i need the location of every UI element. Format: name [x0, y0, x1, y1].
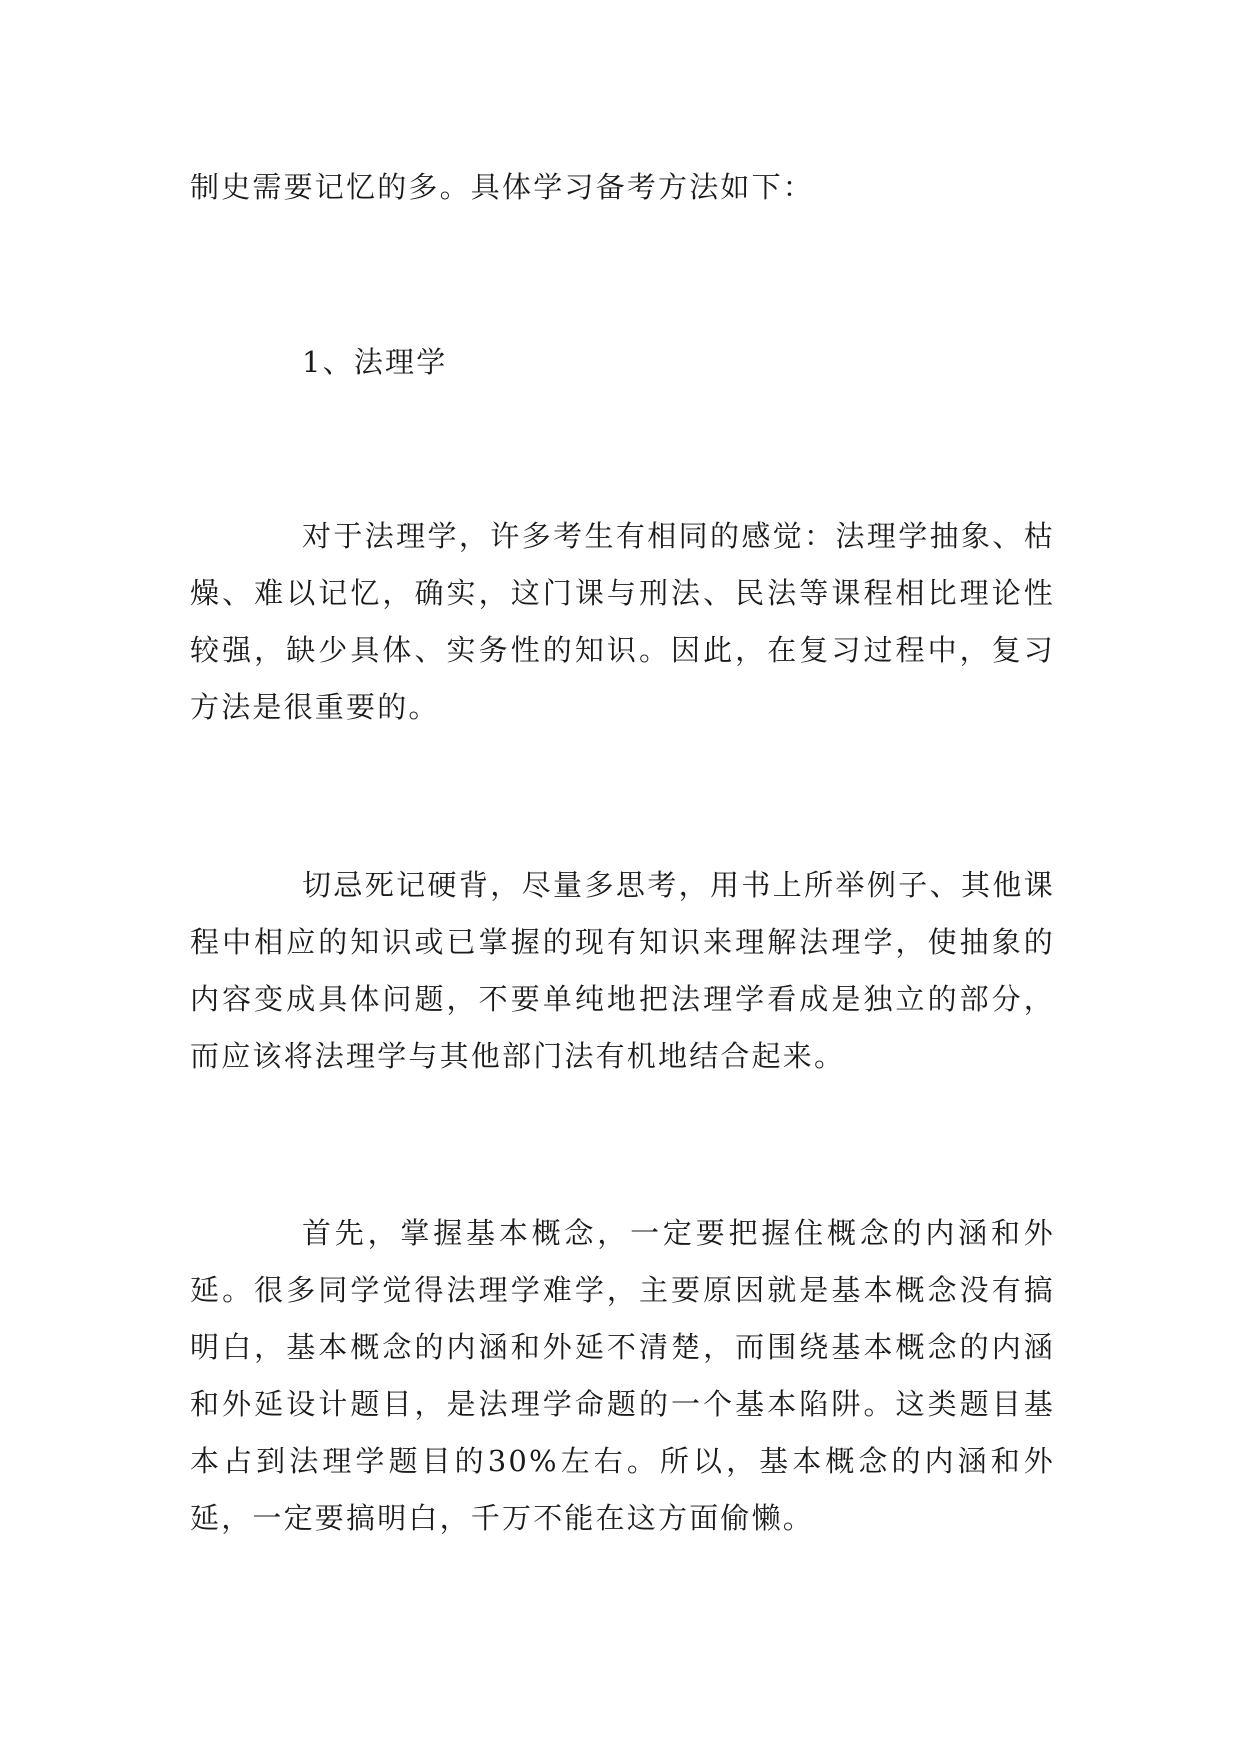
paragraph-basic-concepts: 首先，掌握基本概念，一定要把握住概念的内涵和外延。很多同学觉得法理学难学，主要原因就是基本概念没有搞明白，基本概念的内涵和外延不清楚，而围绕基本概念的内涵和外延设计题目，是法理学命题的一个基本陷阱。这类题目基本占到法理学题目的30%左右。所以，基本概念的内涵和外延，一定要搞明白，千万不能在这方面偷懒。 — [190, 1216, 1055, 1535]
paragraph-jurisprudence-feeling: 对于法理学，许多考生有相同的感觉：法理学抽象、枯燥、难以记忆，确实，这门课与刑法、民法等课程相比理论性较强，缺少具体、实务性的知识。因此，在复习过程中，复习方法是很重要的。 — [190, 519, 1055, 724]
section-heading-jurisprudence: 1、法理学 — [302, 345, 448, 379]
paragraph-avoid-rote-memorization: 切忌死记硬背，尽量多思考，用书上所举例子、其他课程中相应的知识或已掌握的现有知识来理解法理学，使抽象的内容变成具体问题，不要单纯地把法理学看成是独立的部分，而应该将法理学与其他部门法有机地结合起来。 — [190, 868, 1055, 1073]
paragraph-intro-continuation: 制史需要记忆的多。具体学习备考方法如下： — [190, 170, 815, 204]
